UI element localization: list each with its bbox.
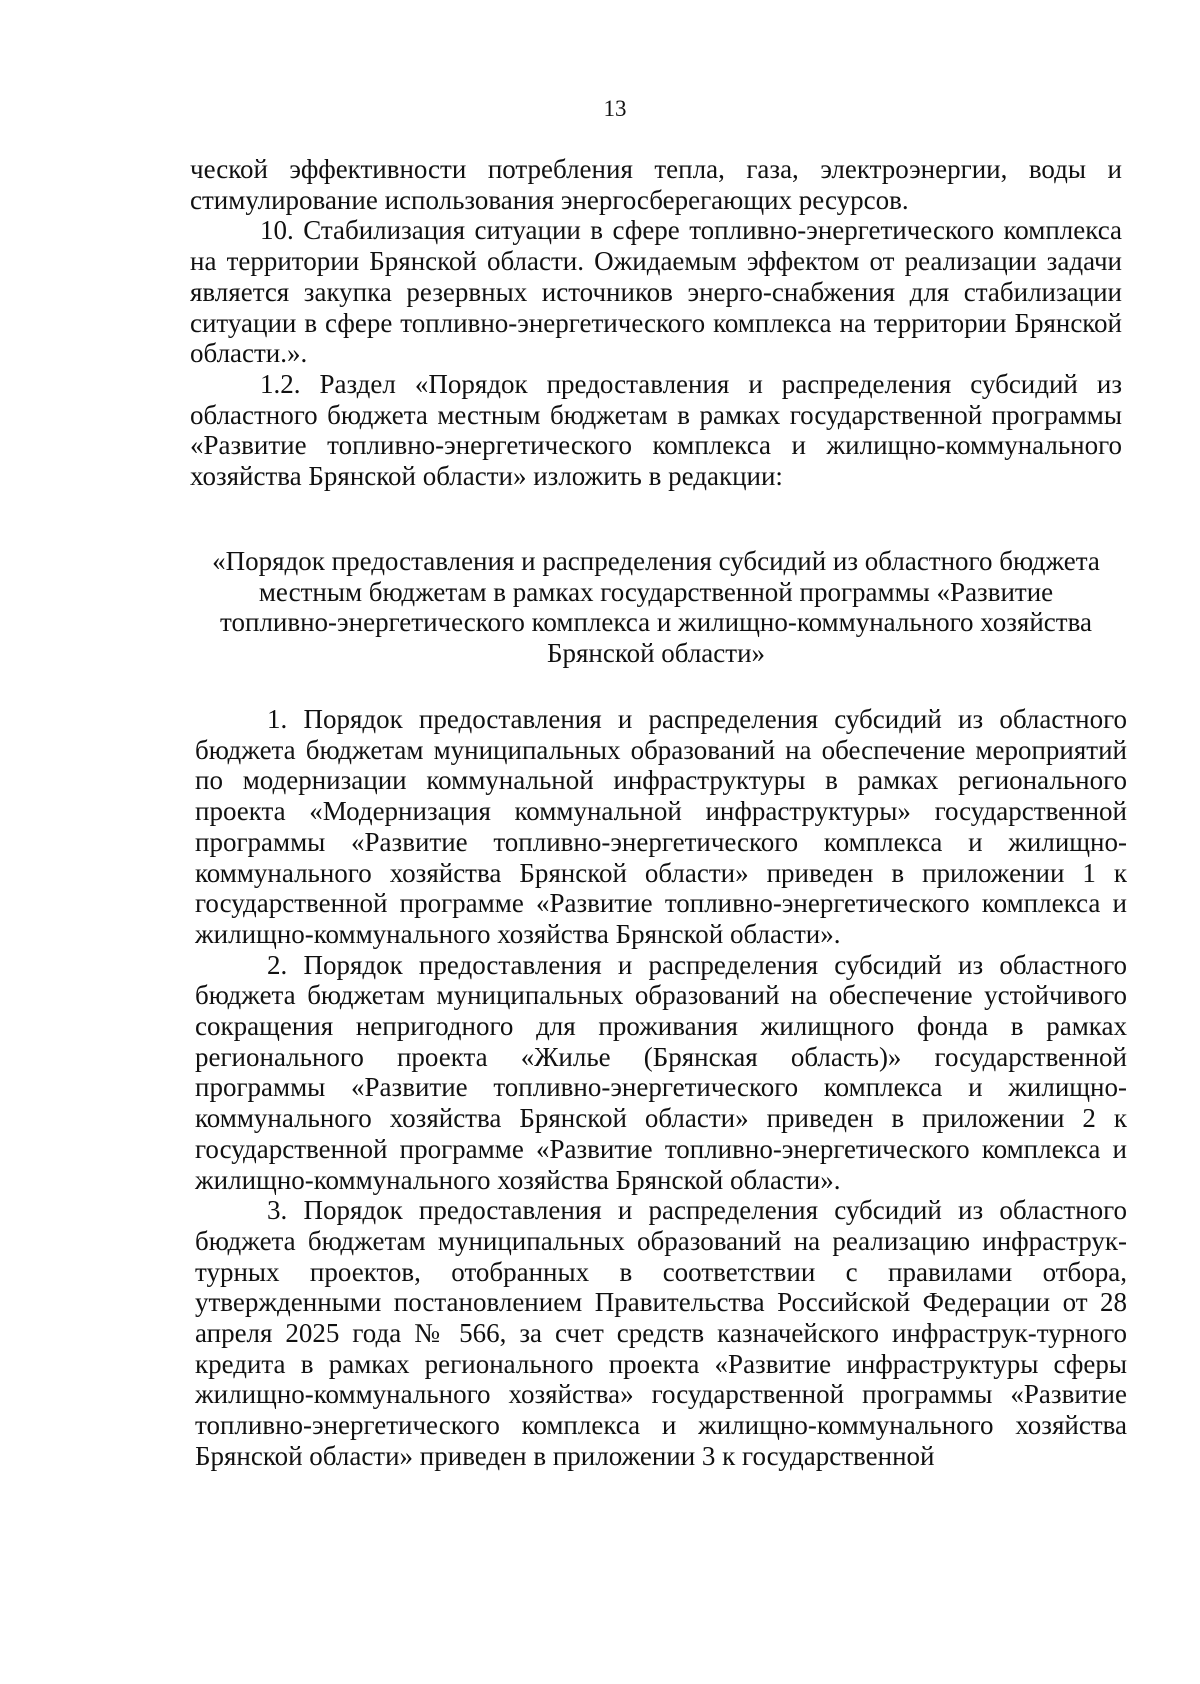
paragraph-continuation: ческой эффективности потребления тепла, газа, электроэнергии, воды и стимулирование использования энергосберегающих ресурсов. xyxy=(190,154,1122,215)
section-title-line-2: местным бюджетам в рамках государственной программы «Развитие xyxy=(258,576,1054,607)
paragraph-item-1: 1. Порядок предоставления и распределения субсидий из областного бюджета бюджетам муниципальных образований на обеспечение мероприятий по модернизации коммунальной инфраструктуры в рамках регионального проекта «Модернизация коммунальной инфраструктуры» государственной программы «Развитие топливно-энергетического комплекса и жилищно-коммунального хозяйства Брянской области» приведен в приложении 1 к государственной программе «Развитие топливно-энергетического комплекса и жилищно-коммунального хозяйства Брянской области». xyxy=(195,704,1127,949)
section-title-line-4: Брянской области» xyxy=(546,638,766,669)
section-title-line-1: «Порядок предоставления и распределения субсидий из областного бюджета xyxy=(212,546,1100,576)
paragraph-item-3: 3. Порядок предоставления и распределения субсидий из областного бюджета бюджетам муниципальных образований на реализацию инфраструк-турных проектов, отобранных в соответствии с правилами отбора, утвержденными постановлением Правительства Российской Федерации от 28 апреля 2025 года № 566, за счет средств казначейского инфраструк-турного кредита в рамках регионального проекта «Развитие инфраструктуры сферы жилищно-коммунального хозяйства» государственной программы «Развитие топливно-энергетического комплекса и жилищно-коммунального хозяйства Брянской области» приведен в приложении 3 к государственной xyxy=(195,1195,1127,1471)
page-number: 13 xyxy=(603,96,627,121)
paragraph-item-1-2: 1.2. Раздел «Порядок предоставления и распределения субсидий из областного бюджета местным бюджетам в рамках государственной программы «Развитие топливно-энергетического комплекса и жилищно-коммунального хозяйства Брянской области» изложить в редакции: xyxy=(190,368,1122,492)
section-title-line-3: топливно-энергетического комплекса и жилищно-коммунального хозяйства xyxy=(220,607,1092,638)
paragraph-item-10: 10. Стабилизация ситуации в сфере топливно-энергетического комплекса на территории Брянской области. Ожидаемым эффектом от реализации задачи является закупка резервных источников энерго-снабжения для стабилизации ситуации в сфере топливно-энергетического комплекса на территории Брянской области.». xyxy=(190,215,1122,369)
text-block-lower xyxy=(195,704,1127,1472)
section-title xyxy=(190,546,1122,669)
text-block-upper xyxy=(190,154,1122,492)
paragraph-item-2: 2. Порядок предоставления и распределения субсидий из областного бюджета бюджетам муниципальных образований на обеспечение устойчивого сокращения непригодного для проживания жилищного фонда в рамках регионального проекта «Жилье (Брянская область)» государственной программы «Развитие топливно-энергетического комплекса и жилищно-коммунального хозяйства Брянской области» приведен в приложении 2 к государственной программе «Развитие топливно-энергетического комплекса и жилищно-коммунального хозяйства Брянской области». xyxy=(195,949,1127,1195)
